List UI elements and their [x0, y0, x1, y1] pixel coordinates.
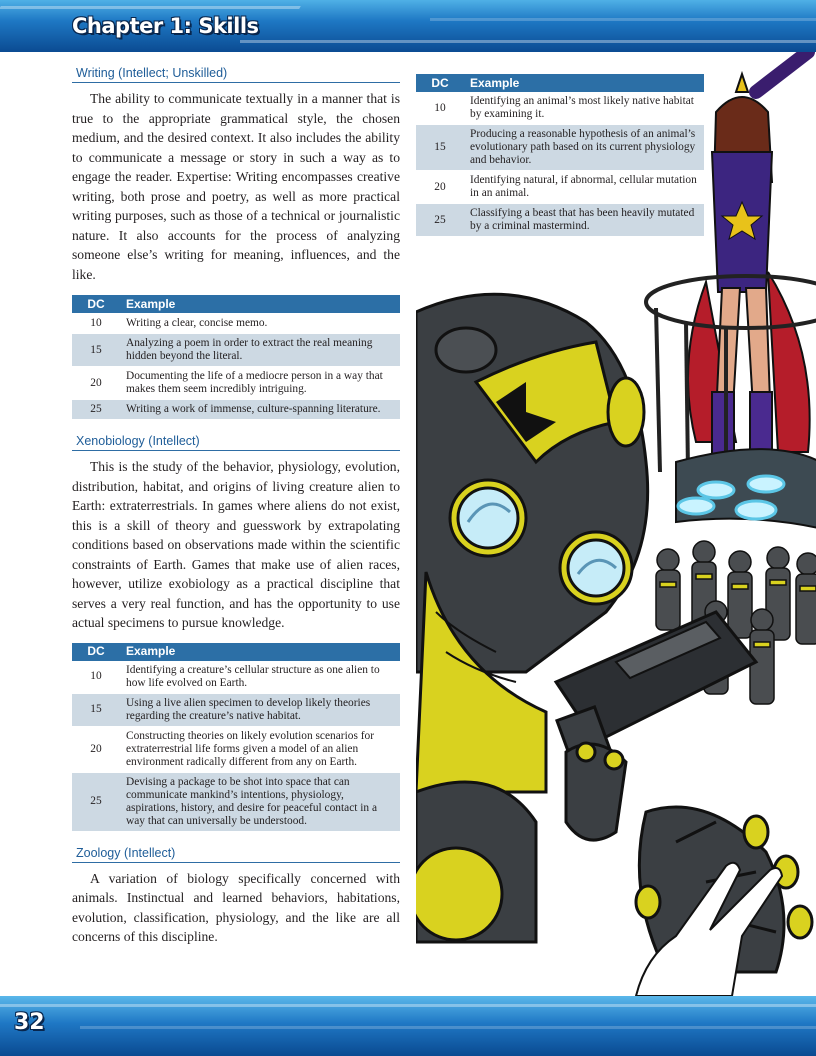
- chapter-title: Chapter 1: Skills: [72, 14, 259, 38]
- zoology-heading: Zoology (Intellect): [72, 846, 400, 863]
- zoology-body: A variation of biology specifically concerned with animals. Instinctual and learned behaviors, habitations, evolution, classification, physiology, and the like are all concerns of this discipline.: [72, 870, 400, 944]
- table-row: [72, 334, 400, 367]
- example-column-header: Example: [464, 74, 704, 92]
- dc-value: 20: [416, 171, 464, 204]
- example-text: Identifying natural, if abnormal, cellular mutation in an animal.: [464, 171, 704, 204]
- dc-value: 25: [72, 772, 120, 831]
- table-row: [416, 171, 704, 204]
- writing-dc-table: [72, 295, 400, 420]
- example-text: Analyzing a poem in order to extract the real meaning hidden beyond the literal.: [120, 334, 400, 367]
- dc-column-header: DC: [72, 295, 120, 313]
- left-column: [72, 66, 400, 947]
- page-number: 32: [14, 1010, 45, 1035]
- table-row: [72, 693, 400, 726]
- dc-value: 20: [72, 726, 120, 772]
- table-row: [416, 92, 704, 125]
- example-text: Identifying a creature’s cellular structure as one alien to how life evolved on Earth.: [120, 661, 400, 694]
- example-text: Using a live alien specimen to develop likely theories regarding the creature’s native habitat.: [120, 693, 400, 726]
- example-text: Writing a clear, concise memo.: [120, 313, 400, 334]
- footer-banner: [0, 996, 816, 1056]
- example-text: Producing a reasonable hypothesis of an animal’s evolutionary path based on its current physiology and behavior.: [464, 125, 704, 171]
- dc-value: 15: [416, 125, 464, 171]
- table-row: [72, 367, 400, 400]
- example-text: Constructing theories on likely evolution scenarios for extraterrestrial life forms given a model of an alien environment radically different from any on Earth.: [120, 726, 400, 772]
- zoology-dc-table-wrapper: [416, 74, 704, 237]
- table-row: [72, 313, 400, 334]
- example-text: Writing a work of immense, culture-spanning literature.: [120, 400, 400, 420]
- example-text: Identifying an animal’s most likely native habitat by examining it.: [464, 92, 704, 125]
- dc-value: 10: [72, 313, 120, 334]
- dc-value: 15: [72, 334, 120, 367]
- xenobiology-dc-table: [72, 643, 400, 832]
- dc-value: 20: [72, 367, 120, 400]
- example-text: Documenting the life of a mediocre person in a way that makes them seem incredibly intriguing.: [120, 367, 400, 400]
- header-banner: [0, 0, 816, 52]
- example-text: Classifying a beast that has been heavily mutated by a criminal mastermind.: [464, 204, 704, 237]
- table-row: [72, 726, 400, 772]
- dc-column-header: DC: [416, 74, 464, 92]
- xenobiology-body: This is the study of the behavior, physiology, evolution, distribution, habitat, and origins of living creature alien to Earth: extraterrestrials. In games where aliens do not exist, this is a skill of theory and guesswork by extrapolating conditions based on observations made within the scientific constraints of Earth. Games that make use of alien races, however, utilize exobiology as a practical discipline that serves a very real function, and has the opportunity to use actual specimens to pursue knowledge.: [72, 459, 400, 630]
- dc-value: 10: [416, 92, 464, 125]
- dc-value: 10: [72, 661, 120, 694]
- writing-heading: Writing (Intellect; Unskilled): [72, 66, 400, 83]
- table-row: [72, 400, 400, 420]
- table-row: [72, 661, 400, 694]
- zoology-dc-table: [416, 74, 704, 237]
- dc-value: 15: [72, 693, 120, 726]
- example-text: Devising a package to be shot into space that can communicate mankind’s intentions, physiology, aspirations, history, and desire for peaceful contact in a way that can universally be understood.: [120, 772, 400, 831]
- dc-value: 25: [416, 204, 464, 237]
- writing-body: The ability to communicate textually in a manner that is true to the appropriate grammatical style, the chosen medium, and the desired context. It also includes the ability to communicate a message or story in such a way as to engage the reader. Expertise: Writing encompasses creative writing, both prose and poetry, as well as more practical writing purposes, such as those of a technical or journalistic nature. It also accounts for the process of analyzing someone else’s writing for meaning, influences, and the like.: [72, 91, 400, 282]
- table-row: [72, 772, 400, 831]
- dc-value: 25: [72, 400, 120, 420]
- example-column-header: Example: [120, 295, 400, 313]
- table-row: [416, 204, 704, 237]
- dc-column-header: DC: [72, 643, 120, 661]
- table-row: [416, 125, 704, 171]
- xenobiology-heading: Xenobiology (Intellect): [72, 434, 400, 451]
- example-column-header: Example: [120, 643, 400, 661]
